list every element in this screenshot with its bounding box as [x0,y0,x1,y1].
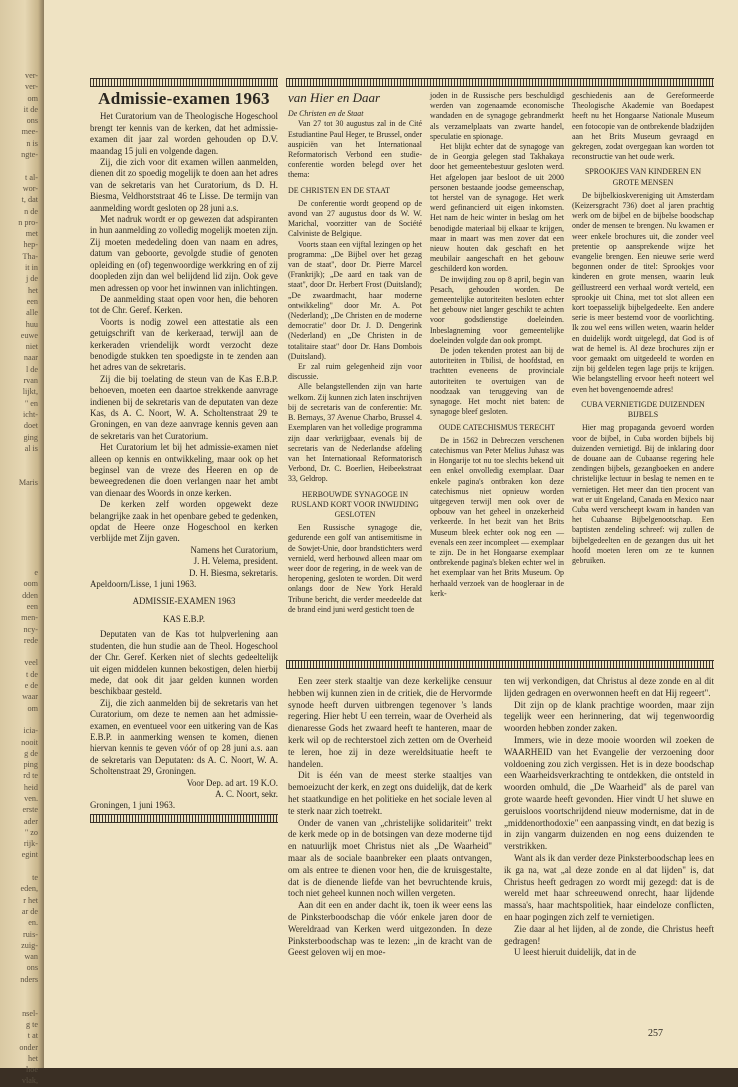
signature: J. H. Velema, president. [193,556,278,567]
fragment-line: erste [22,805,38,815]
top-rule [90,78,278,87]
paragraph: Een zeer sterk staaltje van deze kerkelijke censuur hebben wij kunnen zien in de critiek, die de Hervormde synode heeft durven uitbrengen tegenover 's lands regering. Hier hebt U een terrein, waar de Overheid als dienaresse Gods het zwaard heeft te hanteren, maar de kerk wil op de rechterstoel zich zetten om de Overheid te leren, hoe zij in deze wereldsituatie heeft te handelen. [288,676,492,769]
page-number: 257 [648,1028,663,1039]
top-rule-right [286,78,714,87]
paragraph: geschiedenis aan de Gereformeerde Theologische Akademie van Boedapest heeft nu het Hongaarse Nationale Museum een fotocopie van de ontbrekende bladzijden aan het Brits Museum gevraagd en gekregen, zodat overgegaan kan worden tot reconstructie van het oude werk. [572,91,714,162]
signature: A. C. Noort, sekr. [215,788,278,799]
section-heading: ADMISSIE-EXAMEN 1963 [132,596,236,607]
fragment-line: n pro- [18,217,38,227]
fragment-line: te [32,873,38,883]
fragment-line: mee- [21,127,38,137]
paragraph: Zij, die zich voor dit examen willen aanmelden, dienen dit zo spoedig mogelijk te doen aan het adres van de sekretaris van het Curatorium, ds D. H. Biesma, Veldhorststraat 46 te Lisse. De termijn van aanmelding wordt gesloten op 28 juni a.s. [90,157,278,213]
fragment-line: het [27,1053,38,1063]
fragment-line: hep- [23,240,38,250]
fragment-line: zuig- [21,940,38,950]
signature: D. H. Biesma, sekretaris. [189,567,278,578]
fragment-line: " zo [24,827,38,837]
paragraph: Want als ik dan verder deze Pinksterboodschap lees en ik ga na, wat „al deze zonde en al dat lijden" is, dat Christus heeft gedragen zo wordt mij gezegd: dat is de wereld met haar schreeuwend onrecht, haar lijdende massa's, haar machtspolitiek, haar eindeloze conflicten, en haar pogingen zich zelf te vernietigen. [504,852,714,922]
fragment-line: waar [22,692,38,702]
paragraph: De joden tekenden protest aan bij de autoriteiten in Tbilisi, de hoofdstad, en trachtten eveneens de provinciale autoriteiten te overtuigen van de noodzaak van teruggeving van de synagoge. Het mocht niet baten: de synagoge bleef gesloten. [430,346,564,417]
fragment-line: icia- [23,726,38,736]
paragraph: Deputaten van de Kas tot hulpverlening aan studenten, die hun studie aan de Theol. Hogeschool der Chr. Geref. Kerken niet of slechts gedeeltelijk uit eigen middelen kunnen bekostigen, delen hierbij mede, dat ook dit jaar gelden kunnen worden beschikbaar gesteld. [90,629,278,697]
fragment-line [0,511,38,522]
fragment-line: een [26,296,38,306]
fragment-line: t de [25,669,38,679]
paragraph: Voorts staan een vijftal lezingen op het programma: „De Bijbel over het gezag van de staat", door Dr. Pierre Marcel (Frankrijk); „De aard en taak van de staat", door Dr. Herbert Frost (Duitsland); „De zwaardmacht, haar moderne ontwikkeling" door Mr. A. Pot (Nederland); „De Christen en de moderne democratie" door Dr. J. D. Dengerink (Nederland) en „De Christen in de totalitaire staat" door Dr. Hans Dombois (Duitsland). [288,239,422,361]
paragraph: Aan dit een en ander dacht ik, toen ik weer eens las de Pinksterboodschap die vóór enkele jaren door de Wereldraad van Kerken werd uitgezonden. In deze Pinksterboodschap was te lezen: „in de kracht van de Geest geloven wij en moe- [288,900,492,958]
fragment-line: wor- [22,183,38,193]
paragraph: Dit is één van de meest sterke staaltjes van bemoeizucht der kerk, en zegt ons duidelijk, dat de kerk het staatkundige en het politieke en het sociale leven al te sterk naar zich toetrekt. [288,770,492,816]
fragment-line [0,488,38,499]
fragment-line: it in [25,263,38,273]
fragment-line: g de [24,748,38,758]
fragment-line [0,522,38,533]
fragment-line: men- [21,613,38,623]
fragment-line: heid [23,782,38,792]
paragraph: Zij die bij toelating de steun van de Kas E.B.P. behoeven, moeten een daartoe strekkende aanvrage indienen bij de sekretaris van de deputaten van deze Kas, ds A. C. Noort, W. A. Scholtenstraat 29 te Groningen, en van deze aanvrage kennis geven aan de sekretaris van het Curatorium. [90,373,278,441]
fragment-line: e de [24,681,38,691]
paragraph: ten wij verkondigen, dat Christus al deze zonde en al dit lijden gedragen en overwonnen heeft en dat Hij regeert". [504,676,714,698]
paragraph: Hier mag propaganda gevoerd worden voor de bijbel, in Cuba worden bijbels bij duizenden vernietigd. Bij de inklaring door de douane aan de Cubaanse regering hele zendingen bijbels, gezangboeken en andere christelijke lectuur in beslag te nemen en te vernietigen. Het meer dan tien procent van wat er uit Engeland, Canada en Mexico naar Cuba werd verscheept kwam in handen van het Cubaanse Bijbelgenootschap. Een baptisten zendeling schreef: wij zullen de bijbelgedeelten en de gezangen dus uit het hoofd moeten leren om ze te kunnen gebruiken. [572,423,714,565]
fragment-line [0,861,38,872]
paragraph: Zij, die zich aanmelden bij de sekretaris van het Curatorium, om deze te nemen aan het admissie-examen, en eventueel voor een uitkering van de Kas E.B.P. in aanmerking wensen te komen, dienen hiervan kennis te geven vóór of op 28 juni a.s. aan de sekretaris van Deputaten: ds A. C. Noort, W. A. Scholtenstraat 29, Groningen. [90,697,278,777]
fragment-line: ver- [24,71,38,80]
fragment-line: ons [26,116,38,126]
fragment-line: rvan [23,376,38,386]
item-heading: CUBA VERNIETIGDE DUIZENDEN BIJBELS [581,399,705,420]
fragment-line: e [34,568,38,578]
fragment-line: g te [25,1019,38,1029]
paragraph: joden in de Russische pers beschuldigd werden van zogenaamde economische wandaden en de synagoge gebrandmerkt als verzamelplaats van zwarte handel, speculatie en spionage. [430,91,564,141]
fragment-line: lijkt, [22,387,38,397]
fragment-line: l de [25,364,38,374]
fragment-line: onder [19,1042,38,1052]
item-heading: OUDE CATECHISMUS TERECHT [438,422,556,432]
fragment-line: t al- [25,172,38,182]
paragraph: Het blijkt echter dat de synagoge van de in Georgia gelegen stad Takhakaya door het gemeentebestuur gesloten werd. Het afgelopen jaar besloot de uit 2000 personen bestaande joodse gemeenschap, tot herstel van de synagoge. Het werk werd gefinancierd uit eigen inkomsten. Het nam de heic winter in beslag om het benodigde materiaal bij elkaar te krijgen, maar in maart was men zover dat een nieuw houten dak geschaft en het meubilair aangeschaft en het gebouw geschilderd kon worden. [430,142,564,274]
fragment-line [0,533,38,544]
admissie-column [90,78,278,823]
fragment-line: om [27,93,38,103]
fragment-line: ncy- [23,624,38,634]
signature: Voor Dep. ad art. 19 K.O. [186,777,278,788]
fragment-line: ngte- [21,150,38,160]
fragment-line: rijk- [23,839,38,849]
fragment-line [0,160,38,171]
fragment-line: rede [23,635,38,645]
paragraph: Dit zijn op de klank prachtige woorden, maar zijn tegelijk weer een herinnering, dat wij tegenwoordig woorden hebben zonder zaken. [504,699,714,734]
fragment-line [0,646,38,657]
fragment-line: j de [25,274,38,284]
fragment-line: hoe [26,1065,38,1075]
fragment-line: wan [24,952,38,962]
section-subheading: KAS E.B.P. [163,613,205,624]
essay-column-left [288,676,492,959]
fragment-line: nooit [21,737,38,747]
place-date: Apeldoorn/Lisse, 1 juni 1963. [90,579,197,590]
paragraph: De inwijding zou op 8 april, begin van Pesach, gehouden worden. De gemeentelijke autoriteiten besloten echter het gebouw niet langer geschikt te achten voor godsdienstige doeleinden. Inbeslagneming voor gemeentelijke doeleinden volgde dan ook prompt. [430,274,564,345]
fragment-line: ging [23,432,38,442]
fragment-line: het [27,285,38,295]
fragment-line: eden, [20,884,38,894]
paragraph: Er zal ruim gelegenheid zijn voor discussie. [288,362,422,382]
fragment-line [0,714,38,725]
item-heading: HERBOUWDE SYNAGOGE IN RUSLAND KORT VOOR INWIJDING GESLOTEN [291,489,419,519]
fragment-line: oom [23,579,38,589]
paragraph: Immers, wie in deze mooie woorden wil zoeken de WAARHEID van het Evangelie der verzoening door voldoening zou zich vergissen. Het is in deze boodschap een Waarheidsverkrachting te ontdekken, die ontsteld in woorden omhuld, die „De Waarheid" als de parel van grote waarde heeft gevonden. Hier vindt U het sluwe en geruisloos voortschrijdend nieuw modernisme, dat in de „middenorthodoxie" een aanpassing vindt, en dat bezig is in zijn vangarm duizenden en nog eens duizenden te verstrikken. [504,734,714,852]
paragraph: Het Curatorium let bij het admissie-examen niet alleen op kennis en ontwikkeling, maar ook op het beginsel van de vreze des Heeren en op de beweegredenen die doen verlangen naar het ambt van dienaar des Woords in onze kerken. [90,442,278,498]
item-heading: SPROOKJES VAN KINDEREN EN GROTE MENSEN [584,167,702,187]
fragment-line: ader [23,816,38,826]
fragment-line: ven. [24,794,38,803]
fragment-line [0,454,38,465]
paragraph: Het Curatorium van de Theologische Hogeschool brengt ter kennis van de kerken, dat het admissie-examen dit jaar zal worden gehouden op D.V. maandag 15 juli en volgende dagen. [90,111,278,156]
fragment-line: ping [23,760,38,770]
fragment-line: egint [21,850,38,860]
news-column-2 [430,91,564,599]
fragment-line: n de [24,206,38,216]
fragment-line: r het [23,895,38,905]
paragraph: Voorts is nodig zowel een attestatie als een getuigschrift van de kerkeraad, terwijl aan de kerkeraden vriendelijk wordt verzocht deze benodigde stukken ten spoedigste in te zenden aan het adres van de sekretaris. [90,316,278,373]
fragment-line: met [25,229,38,239]
fragment-line: rd te [23,771,38,781]
paragraph: De conferentie wordt geopend op de avond van 27 augustus door ds W. W. Marichal, voorzitter van de Société Calviniste de Belgique. [288,198,422,239]
fragment-line: nsel- [22,1008,38,1018]
fragment-line: al is [24,443,38,453]
fragment-line: vlak, [21,1076,38,1086]
fragment-line: niet [25,342,38,352]
fragment-line: n is [26,138,38,148]
fragment-line [0,465,38,476]
fragment-line: en. [28,918,38,928]
mid-rule [286,660,714,669]
fragment-line: " en [24,398,38,408]
fragment-line: euwe [20,330,38,340]
fragment-line [0,499,38,510]
fragment-line: t at [27,1031,38,1041]
fragment-line: ruis- [22,929,38,939]
fragment-line [0,556,38,567]
fragment-line: icht- [22,409,38,419]
paragraph: De in 1562 in Debreczen verschenen catechismus van Peter Melius Juhasz was in Hongarije tot nu toe slechts bekend uit een enkel onvolledig exemplaar. Daar enkele pagina's ontbraken kon deze catechismus niet opnieuw worden uitgegeven terwijl men ook over de opbouw van het geheel in onzekerheid verkeerde. In het bezit van het Brits Museum bleek echter ook nog een — evenals een zeer incompleet — exemplaar te zijn. De in het Hongaarse exemplaar ontbrekende pagina's bleken echter wel in het exemplaar van het Brits Museum. Op herhaald verzoek van de hoogleraar in de kerk- [430,435,564,598]
paragraph: De bijbelkioskvereniging uit Amsterdam (Keizersgracht 736) doet al jaren prachtig werk om de bijbel en de bijbelse boodschap onder de mensen te brengen. Nu kwamen er weer enkele brochures uit, die zonder veel pretentie op aansprekende wijze het evangelie brengen. Een nieuwe serie werd begonnen onder de titel: Sprookjes voor kinderen en grote mensen, waarin leuk geïllustreerd een verhaal wordt verteld, een sprookje uit China, met tot slot alleen een kort toepasselijk bijbelgedeelte. Een andere serie is meer bestemd voor de voorlichting. Ik zou wel eens willen weten, waarin helder en duidelijk wordt uitgelegd, dat God is of wat de hemel is. Al deze brochures zijn er voor gemaakt om uitgedeeld te worden en zijn bij geldelen tegen lage prijs te krijgen. Wie belangstelling ervoor heeft noteert wel even het bovengenoemde adres! [572,190,714,394]
fragment-line: Tha- [22,251,38,261]
rule [286,660,714,669]
section-header: van Hier en Daar [288,90,381,105]
paragraph: Onder de vanen van „christelijke solidariteit" trekt de kerk mede op in de botsingen van deze moderne tijd en natuurlijk moet Christus niet als „De Waarheid" maar als de sociale baanbreker een plaats ontvangen, om als entree te dienen voor hen, die de kruisgestalte, dat is de dienende liefde van het bevruchtende kruis, toch niet geheel kunnen noch willen vergeten. [288,817,492,899]
paragraph: Van 27 tot 30 augustus zal in de Cité Estudiantine Paul Heger, te Brussel, onder auspiciën van het Internationaal Reformatorisch Verbond een studie-conferentie worden belegd over het thema: [288,119,422,180]
signature: Namens het Curatorium, [190,544,278,555]
fragment-line: Maris [18,477,38,487]
rule [286,78,714,87]
paragraph: De aanmelding staat open voor hen, die behoren tot de Chr. Geref. Kerken. [90,293,278,316]
fragment-line: naar [23,353,38,363]
article-title: Admissie-examen 1963 [98,89,270,108]
fragment-line: it de [23,104,38,114]
paragraph: Een Russische synagoge die, gedurende een golf van antisemitisme in de Sowjet-Unie, door brandstichters werd vernield, werd herbouwd alleen maar om weer door de regering, in de week van de heropening, gesloten te worden. Dit werd onlangs door de New York Herald Tribune bericht, die verder meedeelde dat de brand eind juni werd gesticht toen de [288,523,422,614]
paragraph: Zie daar al het lijden, al de zonde, die Christus heeft gedragen! [504,923,714,946]
fragment-line: dden [22,590,38,600]
fragment-line [0,996,38,1007]
fragment-line: om [27,703,38,713]
fragment-line [0,544,38,555]
paragraph: U leest hieruit duidelijk, dat in de [514,947,636,958]
fragment-line: ons [26,963,38,973]
fragment-line: doet [23,421,38,431]
news-column-3 [572,91,714,566]
fragment-line: veel [24,658,38,668]
paragraph: De kerken zelf worden opgewekt deze belangrijke zaak in het openbare gebed te gedenken, opdat de Heere onze Hogeschool en kerken verblijde met Zijn gaven. [90,499,278,544]
fragment-line: nders [20,974,38,984]
fragment-line [0,985,38,996]
paragraph: Met nadruk wordt er op gewezen dat adspiranten in hun aanmelding zo volledig mogelijk moeten zijn. Zij moeten mededeling doen van naam en adres, datum van geboorte, gevolgde studie of genoten opleiding en (of) tegenwoordige werkkring en of zij doopleden zijn dan wel belijdend lid zijn. Ook geve men adressen op voor het inwinnen van inlichtingen. [90,214,278,293]
fragment-line: een [26,601,38,611]
bottom-rule [90,814,278,823]
item-heading: De Christen en de Staat [288,109,364,119]
fragment-line: huu [25,319,38,329]
fragment-line: t, dat [21,195,38,205]
fragment-line: alle [26,308,38,318]
fragment-line: ar de [21,906,38,916]
place-date: Groningen, 1 juni 1963. [90,800,176,811]
paragraph: Alle belangstellenden zijn van harte welkom. Zij kunnen zich laten inschrijven bij de secretaris van de conferentie: Mr. B. Bernays, 37 Avenue Charbo, Brussel 4. Exemplaren van het volledige programma zijn daar verkrijgbaar, evenals bij de secretaris van de Nederlandse afdeling van het Internationaal Reformatorisch Verbond, Dr. C. Boerlien, Heibeekstraat 33, Geldrop. [288,382,422,484]
essay-column-right [504,676,714,959]
fragment-line: ver- [24,82,38,92]
news-column-1 [288,91,422,615]
item-heading: DE CHRISTEN EN DE STAAT [288,185,390,195]
previous-page-fragments [0,70,38,1087]
